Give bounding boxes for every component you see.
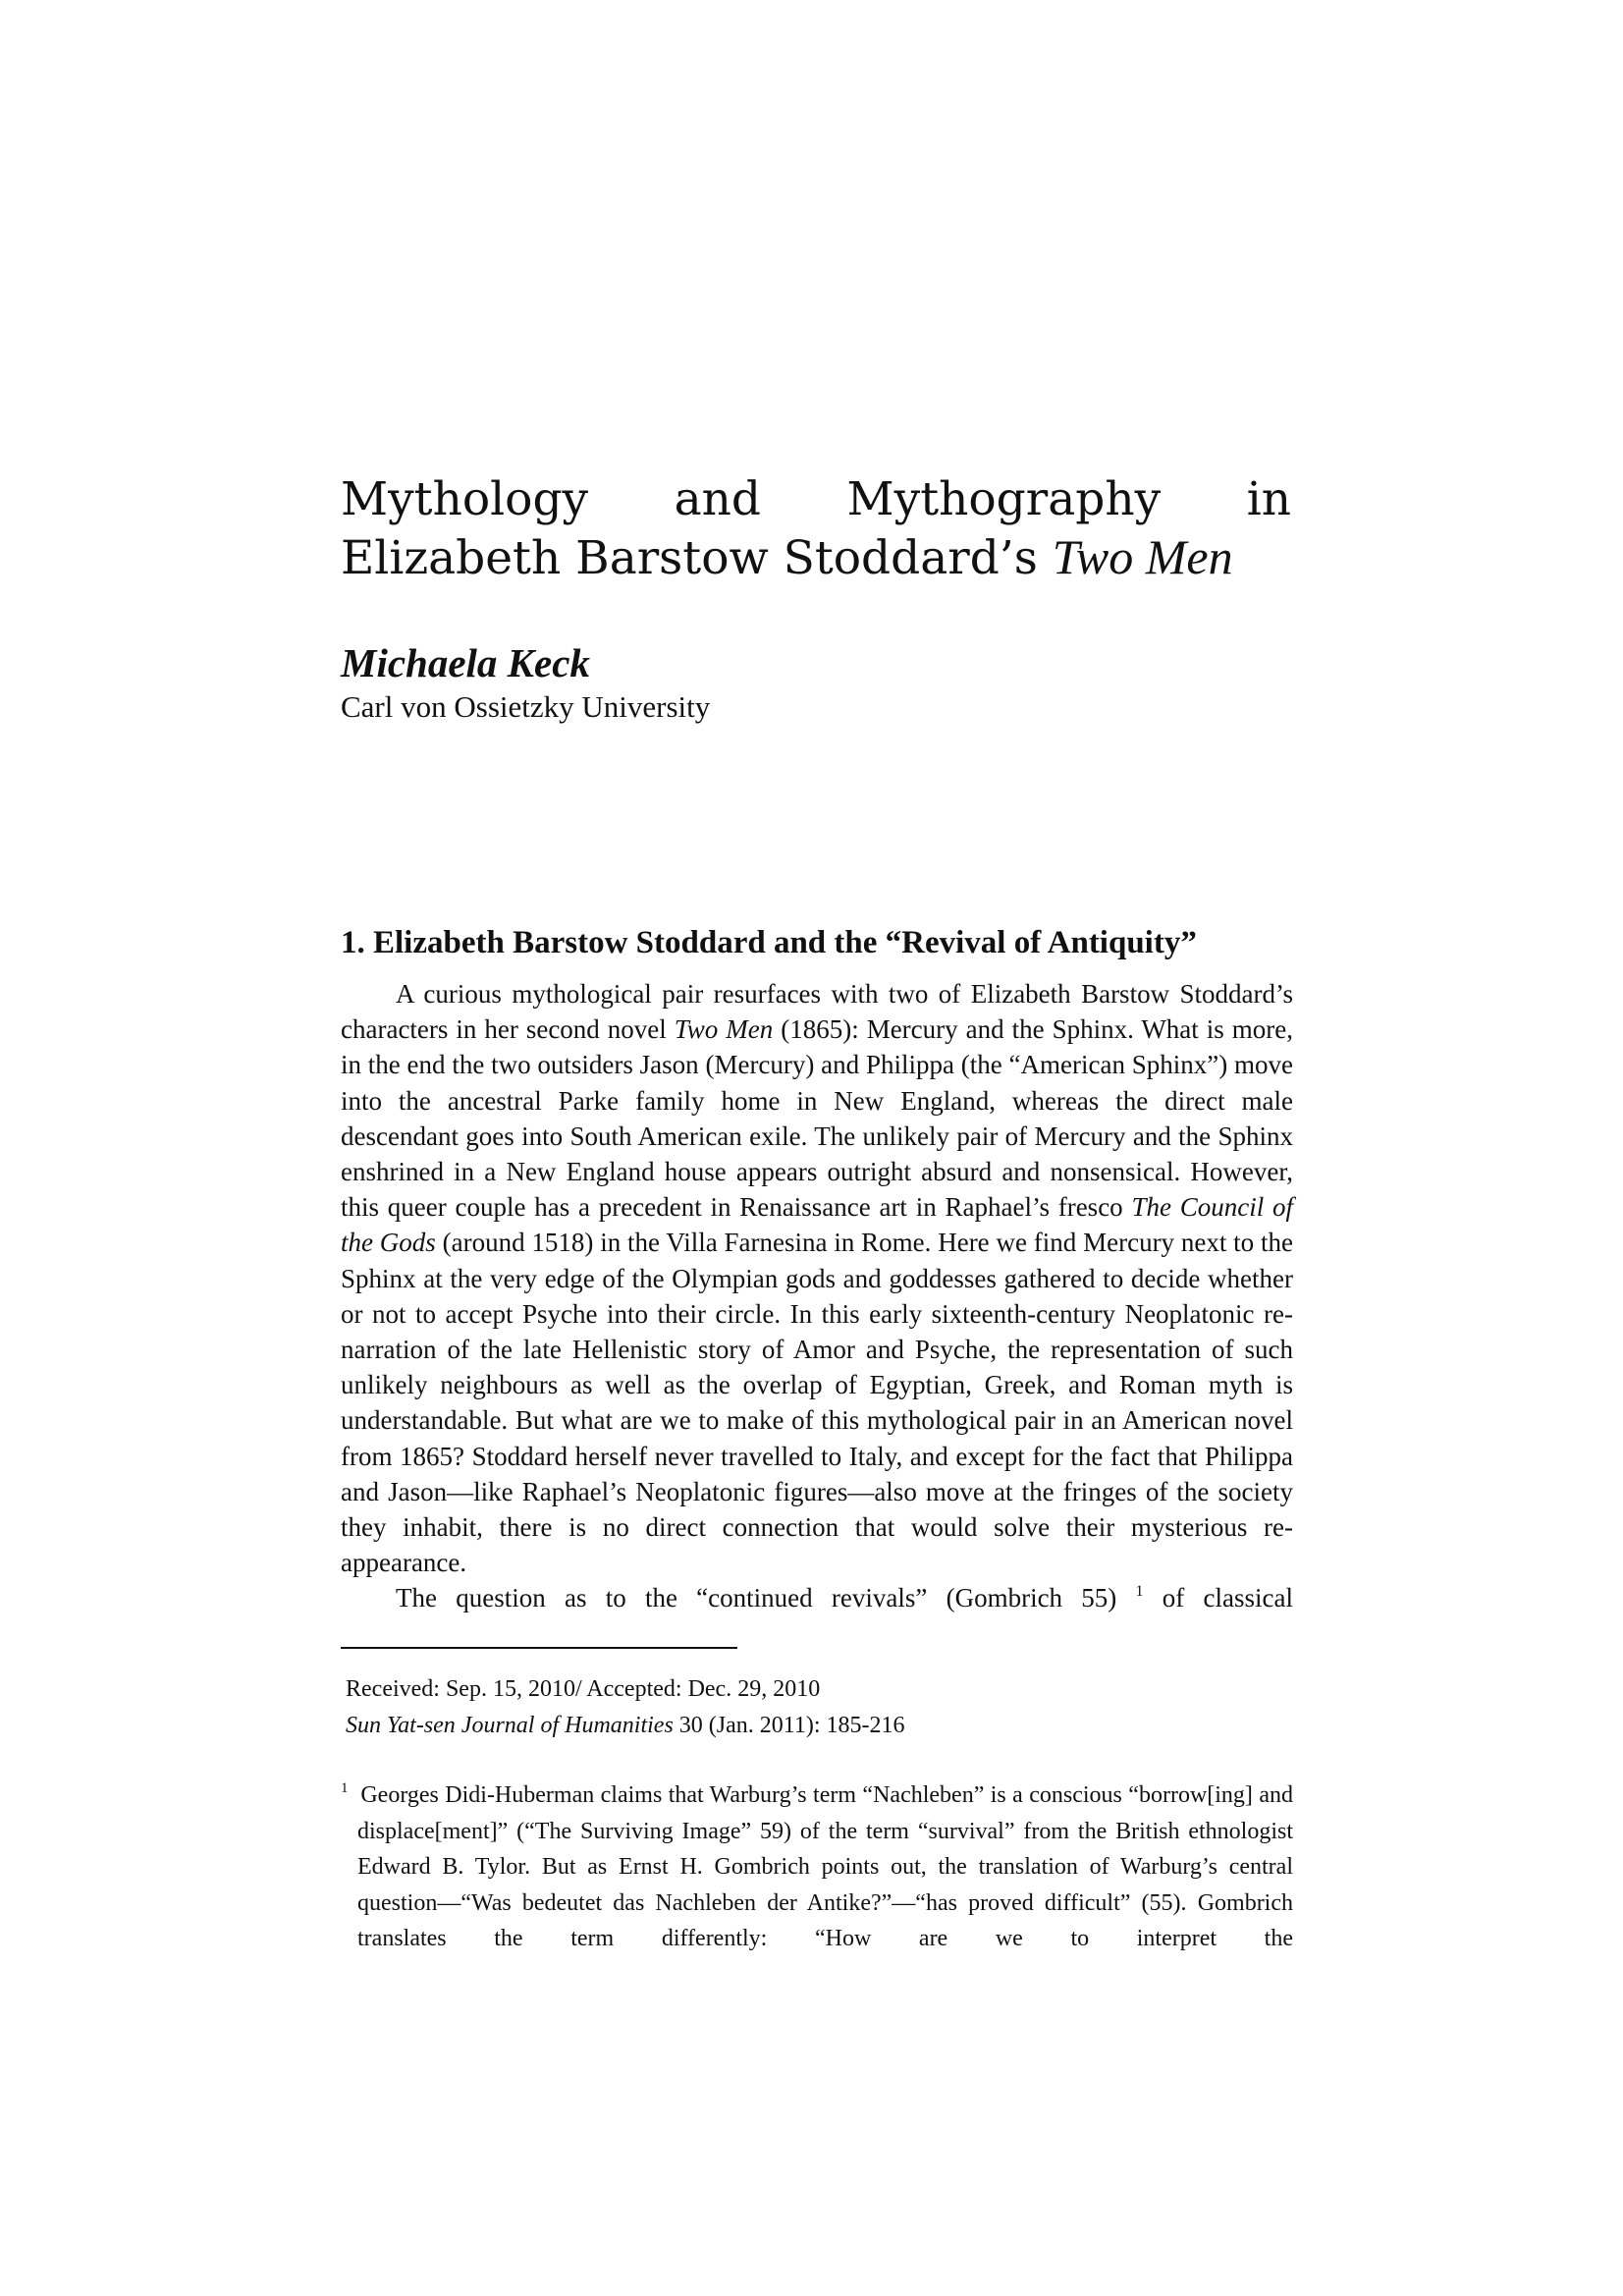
footnote-reference[interactable]: 1 [1135, 1583, 1144, 1601]
footnote-1 [341, 1777, 1293, 1957]
article-title [341, 471, 1291, 587]
publication-meta [346, 1671, 905, 1744]
journal-citation [346, 1708, 905, 1744]
paragraph-1 [341, 976, 1293, 1580]
author-affiliation: Carl von Ossietzky University [341, 689, 711, 724]
section-heading: 1. Elizabeth Barstow Stoddard and the “Revival of Antiquity” [341, 925, 1197, 960]
footnote-1-body [341, 1777, 1293, 1957]
footnote-1-text: Georges Didi-Huberman claims that Warburg’s term “Nachleben” is a conscious “borrow[ing] and displace[ment]” (“The Surviving Image” 59) of the term “survival” from the British ethnologist Edward B. Tylor. But as Ernst H. Gombrich points out, the translation of Warburg’s central question—“Was bedeutet das Nachleben der Antike?”—“has proved difficult” (55). Gombrich translates the term differently: “How are we to interpret the [357, 1782, 1293, 1951]
journal-name: Sun Yat-sen Journal of Humanities [346, 1713, 674, 1738]
footnote-divider [341, 1647, 737, 1649]
author-name: Michaela Keck [341, 640, 590, 685]
footnote-number: 1 [341, 1780, 349, 1796]
article-title-main: Mythology and Mythography in Elizabeth Barstow Stoddard’s [341, 472, 1291, 585]
paragraph-1-part3: (around 1518) in the Villa Farnesina in Rome. Here we find Mercury next to the Sphinx at the very edge of the Olympian gods and goddesses gathered to decide whether or not to accept Psyche into their circle. In this early sixteenth-century Neoplatonic re-narration of the late Hellenistic story of Amor and Psyche, the representation of such unlikely neighbours as well as the overlap of Egyptian, Greek, and Roman myth is understandable. But what are we to make of this mythological pair in an American novel from 1865? Stoddard herself never travelled to Italy, and except for the fact that Philippa and Jason—like Raphael’s Neoplatonic figures—also move at the fringes of the society they inhabit, there is no direct connection that would solve their mysterious re-appearance. [341, 1228, 1293, 1578]
article-title-italic: Two Men [1052, 529, 1233, 584]
body-text [341, 976, 1293, 1616]
paragraph-2-text: The question as to the “continued revivals” (Gombrich 55) [396, 1583, 1117, 1613]
journal-volume-pages: 30 (Jan. 2011): 185-216 [673, 1713, 905, 1738]
paragraph-1-italic-title-2: The Council of the Gods [341, 1192, 1293, 1258]
paragraph-2 [341, 1580, 1293, 1615]
received-accepted-dates: Received: Sep. 15, 2010/ Accepted: Dec. 29, 2010 [346, 1676, 821, 1702]
paragraph-1-part1: A curious mythological pair resurfaces with two of Elizabeth Barstow Stoddard’s characters in her second novel [341, 979, 1293, 1045]
paragraph-2-after: of classical [1143, 1583, 1293, 1613]
paragraph-1-part2: (1865): Mercury and the Sphinx. What is more, in the end the two outsiders Jason (Mercury) and Philippa (the “American Sphinx”) move into the ancestral Parke family home in New England, whereas the direct male descendant goes into South American exile. The unlikely pair of Mercury and the Sphinx enshrined in a New England house appears outright absurd and nonsensical. However, this queer couple has a precedent in Renaissance art in Raphael’s fresco [341, 1014, 1293, 1223]
paragraph-1-italic-title-1: Two Men [674, 1014, 774, 1045]
